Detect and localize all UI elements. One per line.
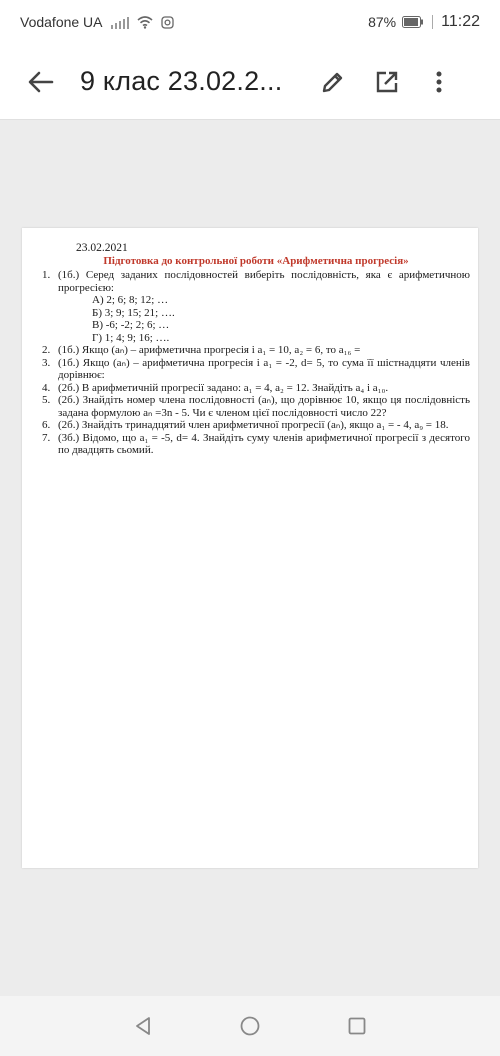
question-number: 4. [42, 381, 51, 394]
question-number: 6. [42, 419, 51, 431]
clock: 11:22 [441, 13, 480, 30]
question-3 [42, 357, 470, 382]
wifi-icon [137, 16, 153, 29]
document-content [42, 242, 470, 457]
document-heading: Підготовка до контрольної роботи «Арифметична прогресія» [103, 254, 409, 267]
option-a: А) 2; 6; 8; 12; … [92, 294, 169, 306]
status-bar [0, 0, 500, 44]
carrier-label: Vodafone UA [20, 14, 103, 30]
question-2 [42, 344, 470, 357]
more-options-button[interactable] [424, 67, 454, 97]
open-with-button[interactable] [372, 67, 402, 97]
pencil-icon [321, 70, 345, 94]
back-button[interactable] [26, 67, 56, 97]
question-5 [42, 394, 470, 419]
battery-icon [402, 16, 424, 28]
document-date: 23.02.2021 [76, 242, 128, 254]
document-page[interactable] [22, 228, 478, 868]
option-b: Б) 3; 9; 15; 21; …. [92, 306, 175, 319]
question-number: 7. [42, 431, 51, 444]
arrow-left-icon [28, 71, 54, 93]
question-number: 5. [42, 394, 51, 406]
option-d: Г) 1; 4; 9; 16; …. [92, 331, 170, 344]
square-recent-icon [346, 1015, 368, 1037]
triangle-back-icon [132, 1015, 154, 1037]
more-vert-icon [435, 70, 443, 94]
question-1-options [92, 294, 470, 344]
nav-home-button[interactable] [239, 1015, 261, 1037]
question-text: (1б.) Серед заданих послідовностей виберіть послідовність, яка є арифметичною прогресією: [58, 269, 470, 294]
edit-button[interactable] [318, 67, 348, 97]
option-c: В) -6; -2; 2; 6; … [92, 319, 170, 331]
instagram-icon [161, 16, 174, 29]
nav-recent-button[interactable] [346, 1015, 368, 1037]
question-text: (2б.) Знайдіть номер члена послідовності (aₙ), що дорівнює 10, якщо ця послідовність задана формулою aₙ =3n - 5. Чи є членом цієї послідовності число 22? [58, 394, 470, 419]
question-7 [42, 432, 470, 457]
question-text: (2б.) Знайдіть тринадцятий член арифметичної прогресії (aₙ), якщо a₁ = - 4, a₉ = 18. [58, 419, 449, 431]
open-external-icon [375, 70, 399, 94]
system-nav-bar [0, 996, 500, 1056]
document-title: 9 клас 23.02.2... [80, 66, 283, 96]
signal-icon [111, 16, 129, 29]
question-4 [42, 382, 470, 395]
question-number: 2. [42, 344, 51, 356]
question-text: (1б.) Якщо (aₙ) – арифметична прогресія і a₁ = 10, a₂ = 6, то a₁₆ = [58, 344, 361, 356]
circle-home-icon [239, 1015, 261, 1037]
question-1 [42, 269, 470, 294]
battery-percent: 87% [368, 14, 397, 30]
question-text: (2б.) В арифметичній прогресії задано: a₁ = 4, a₂ = 12. Знайдіть a₄ і a₁₀. [58, 381, 389, 394]
question-text: (1б.) Якщо (aₙ) – арифметична прогресія і a₁ = -2, d= 5, то сума її шістнадцяти членів дорівнює: [58, 356, 470, 381]
nav-back-button[interactable] [132, 1015, 154, 1037]
app-toolbar [0, 44, 500, 120]
question-number: 1. [42, 269, 51, 281]
question-6 [42, 419, 470, 432]
question-number: 3. [42, 356, 51, 369]
question-text: (3б.) Відомо, що a₁ = -5, d= 4. Знайдіть суму членів арифметичної прогресії з десятого по двадцять сьомий. [58, 431, 470, 456]
